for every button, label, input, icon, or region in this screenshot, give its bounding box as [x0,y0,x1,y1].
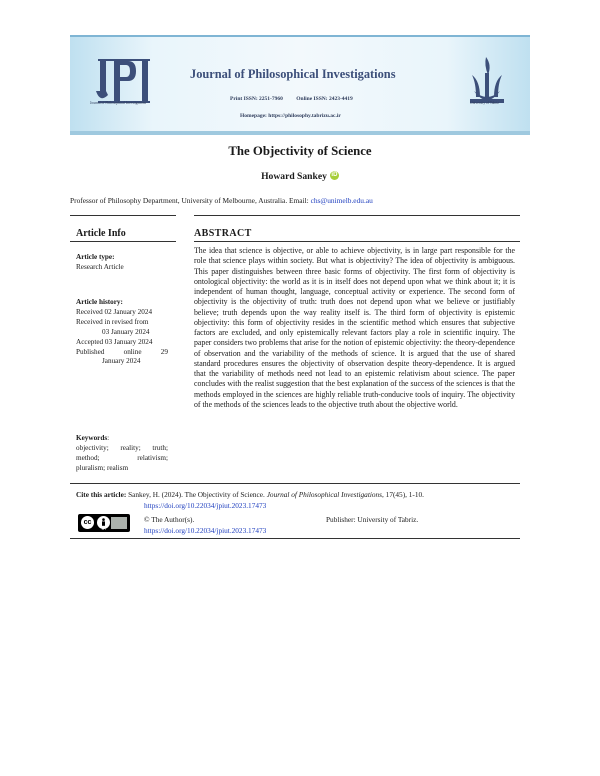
published-date: January 2024 [102,357,141,366]
online-issn: Online ISSN: 2423-4419 [296,96,353,102]
info-top-rule [70,215,176,216]
creative-commons-icon: cc [81,516,94,529]
issn-line [230,96,365,102]
abstract-text: The idea that science is objective, or able to achieve objectivity, is in large part responsible for the role that science plays within society. But what is objectivity? The idea of objectivity is ambiguous. This paper distinguishes between three basic forms of objectivity. The first form of objectivity is ontological objectivity: the world as it is in itself does not depend upon what we think about it; it is independent of human thought, language, conceptual activity or experience. The second form of objectivity is the objectivity of truth: truth does not depend upon what we believe or justifiably believe; truth depends upon the way reality itself is. The third form of objectivity is epistemic objectivity: this form of objectivity resides in the scientific method which ensures that subjective factors are excluded, and only epistemically relevant factors play a role in scientific inquiry. The paper considers two problems that arise for the notion of epistemic objectivity: the theory-dependence of observation and the variability of the methods of science. It is argued that the use of shared standard procedures ensures the objectivity of observation despite theory-dependence. It is argued that the variability of methods need not lead to an epistemic relativism about science. The paper concludes with the realist suggestion that the best explanation of the success of the sciences is that the methods employed in the sciences are highly reliable truth-conducive tools of inquiry. The objectivity of the methods of the sciences leads to the objective truth about the objective world. [194,246,515,409]
article-type-value: Research Article [76,262,124,271]
keywords-label: Keywords [76,434,108,442]
published-word-1: Published [76,347,105,356]
abstract-heading-rule [194,241,520,242]
cite-doi-line [144,501,266,510]
affiliation-text: Professor of Philosophy Department, University of Melbourne, Australia. Email: [70,196,311,205]
article-history-block [76,298,168,367]
paper-title: The Objectivity of Science [228,144,372,158]
info-heading-rule [70,241,176,242]
copyright-notice: © The Author(s). [144,515,195,524]
copyright-doi-line [144,526,266,535]
orcid-icon[interactable]: iD [331,172,338,178]
right-logo-caption: University of Tabriz [470,101,500,105]
keyword: method; [76,453,100,462]
article-type-label: Article type: [76,253,115,261]
cite-journal: Journal of Philosophical Investigations [266,490,383,499]
revised-date: 03 January 2024 [102,327,150,336]
keyword: relativism; [137,453,168,462]
university-of-tabriz-logo [462,51,512,121]
abstract-top-rule [194,215,520,216]
author-name: Howard Sankey [261,171,327,182]
affiliation [70,196,373,205]
cite-text: Sankey, H. (2024). The Objectivity of Science. [128,490,267,499]
citation-top-rule [70,483,520,484]
author-email-link[interactable]: chs@unimelb.edu.au [310,196,373,205]
citation-line [76,490,424,499]
banner-divider [70,131,530,135]
cc-by-license-badge[interactable] [78,514,130,532]
cite-doi-link[interactable]: https://doi.org/10.22034/jpiut.2023.17473 [144,501,267,510]
print-issn: Print ISSN: 2251-7960 [230,96,283,102]
published-line [76,348,168,358]
keyword: reality; [120,443,141,452]
author-line [0,171,600,182]
journal-homepage[interactable]: Homepage: https://philosophy.tabrizu.ac.ir [240,113,341,119]
accepted-date: Accepted 03 January 2024 [76,337,153,346]
keywords-block: Keywords: objectivity; reality; truth; method; relativism; pluralism; realism [76,434,168,472]
revised-label: Received in revised from [76,317,149,326]
by-label: BY [101,527,107,531]
article-info-heading: Article Info [76,228,126,239]
article-history-label: Article history: [76,298,123,306]
received-date: Received 02 January 2024 [76,307,153,316]
journal-title: Journal of Philosophical Investigations [190,67,396,81]
jpi-logo [92,51,162,121]
keywords-line-2 [76,454,168,464]
keyword: objectivity; [76,443,109,452]
keyword: truth; [152,443,168,452]
keywords-line-1 [76,444,168,454]
keywords-line-3: pluralism; realism [76,463,129,472]
cite-volume: , 17(45), 1-10. [382,490,424,499]
journal-banner [70,35,530,133]
by-label-box [111,517,127,529]
publisher-notice: Publisher: University of Tabriz. [326,515,419,524]
article-type-block [76,253,168,273]
left-logo-caption: Journal of Philosophical Investigations [90,101,146,105]
copyright-doi-link[interactable]: https://doi.org/10.22034/jpiut.2023.17473 [144,526,267,535]
cite-label: Cite this article: [76,490,127,499]
citation-bottom-rule [70,538,520,539]
published-word-2: online [123,347,142,356]
published-word-3: 29 [160,347,168,356]
abstract-heading: ABSTRACT [194,228,252,239]
